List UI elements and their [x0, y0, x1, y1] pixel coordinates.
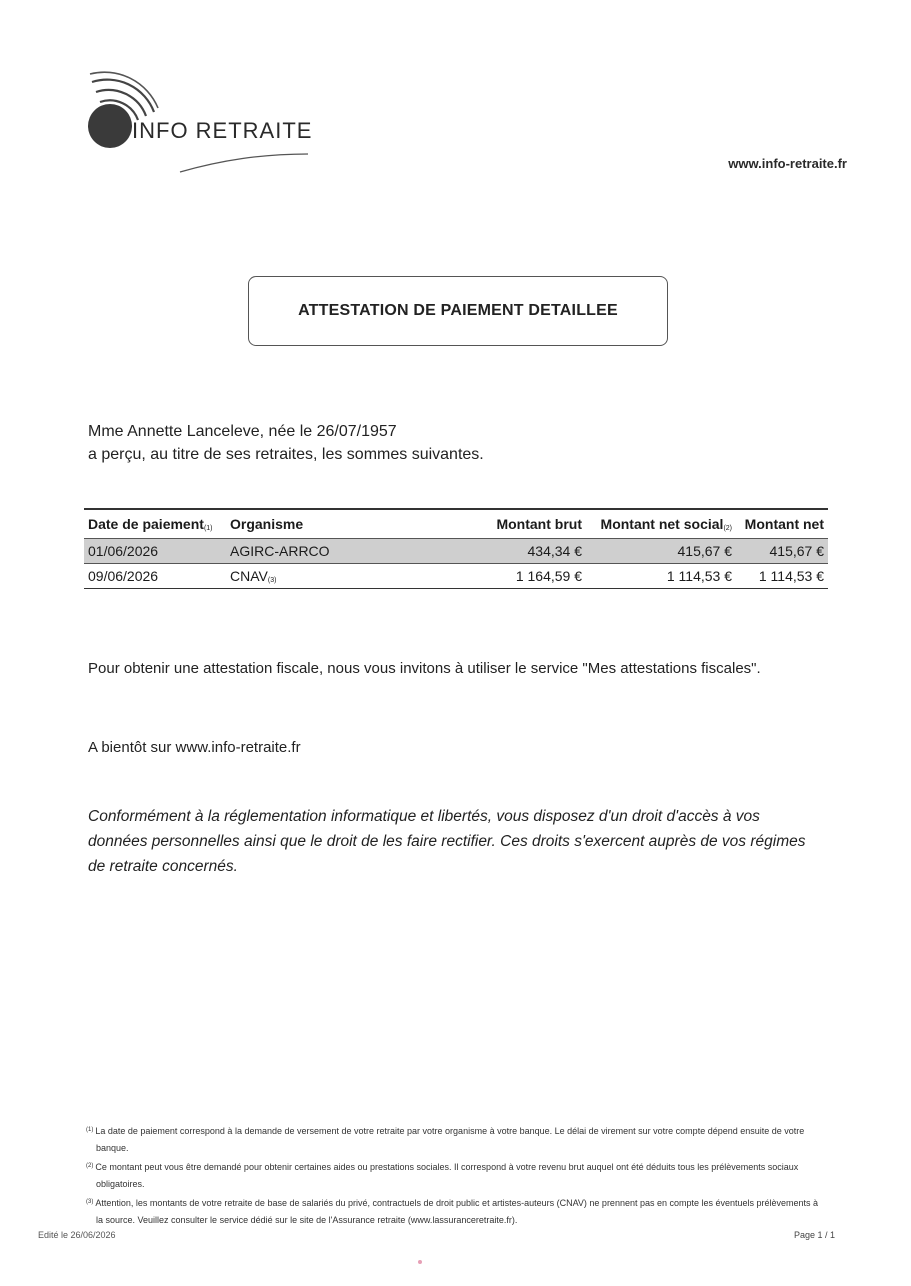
row-date: 01/06/2026	[88, 543, 159, 559]
table-header-row	[84, 510, 828, 538]
footnote-text: Ce montant peut vous être demandé pour obtenir certaines aides ou prestations sociales. Il correspond à votre revenu brut auquel ont été déduits tous les prélèvements sociaux obligatoires.	[95, 1162, 799, 1189]
footnote-text: La date de paiement correspond à la demande de versement de votre retraite par votre organisme à votre banque. Le délai de virement sur votre compte dépend ensuite de votre banque.	[95, 1126, 805, 1153]
footnote-number: (1)	[86, 1127, 94, 1133]
row-organisme: AGIRC-ARRCO	[230, 543, 330, 559]
edited-date: Edité le 26/06/2026	[38, 1230, 116, 1240]
row-montant-brut: 434,34 €	[527, 543, 582, 559]
scan-mark	[418, 1260, 422, 1264]
table-row	[84, 563, 828, 588]
document-title-box	[248, 276, 668, 346]
row-organisme-label: CNAV	[230, 568, 268, 584]
info-retraite-logo	[72, 68, 322, 178]
footnote-number: (3)	[86, 1199, 94, 1205]
payments-table	[84, 508, 828, 589]
legal-notice: Conformément à la réglementation informatique et libertés, vous disposez d'un droit d'accès à vos données personnelles ainsi que le droit de les faire rectifier. Ces droits s'exercent auprès de vos régimes de retraite concernés.	[88, 808, 806, 875]
header-social-label: Montant net social	[600, 516, 724, 532]
header-montant-brut: Montant brut	[496, 516, 582, 532]
row-montant-net: 1 114,53 €	[758, 568, 824, 584]
footnote-text: Attention, les montants de votre retraite de base de salariés du privé, contractuels de droit public et artistes-auteurs (CNAV) ne prennent pas en compte les éventuels prélèvements à la source. Veuillez consulter le service dédié sur le site de l'Assurance retraite (www.lassuranceretraite.fr).	[95, 1198, 819, 1225]
footnote-ref-2: (2)	[723, 525, 732, 532]
intro-line-1: Mme Annette Lanceleve, née le 26/07/1957	[88, 423, 397, 440]
footnote-1	[86, 1124, 826, 1156]
logo-text: INFO RETRAITE	[132, 118, 313, 143]
row-montant-net-social: 1 114,53 €	[666, 568, 732, 584]
row-organisme	[230, 568, 276, 584]
header-montant-net-social	[601, 516, 732, 532]
header-montant-net: Montant net	[744, 516, 824, 532]
page-number: Page 1 / 1	[793, 1230, 835, 1240]
intro-text	[88, 420, 484, 466]
footnote-ref-1: (1)	[203, 525, 213, 532]
row-montant-net: 415,67 €	[769, 543, 824, 559]
row-date: 09/06/2026	[88, 568, 159, 584]
header-date-label: Date de paiement	[88, 516, 204, 532]
site-url[interactable]: www.info-retraite.fr	[728, 156, 847, 171]
see-you-soon-text: A bientôt sur www.info-retraite.fr	[88, 739, 301, 756]
fiscal-attestation-text: Pour obtenir une attestation fiscale, nous vous invitons à utiliser le service "Mes attestations fiscales".	[88, 660, 761, 677]
header-organisme: Organisme	[230, 516, 304, 532]
footnote-number: (2)	[86, 1163, 94, 1169]
footnote-ref-3: (3)	[267, 577, 277, 584]
footnote-3	[86, 1196, 826, 1228]
footnotes	[86, 1124, 826, 1232]
row-montant-net-social: 415,67 €	[677, 543, 732, 559]
header-date	[88, 516, 213, 532]
row-montant-brut: 1 164,59 €	[515, 568, 582, 584]
intro-line-2: a perçu, au titre de ses retraites, les sommes suivantes.	[88, 446, 484, 463]
footnote-2	[86, 1160, 826, 1192]
document-title: ATTESTATION DE PAIEMENT DETAILLEE	[298, 302, 618, 319]
table-row	[84, 538, 828, 563]
